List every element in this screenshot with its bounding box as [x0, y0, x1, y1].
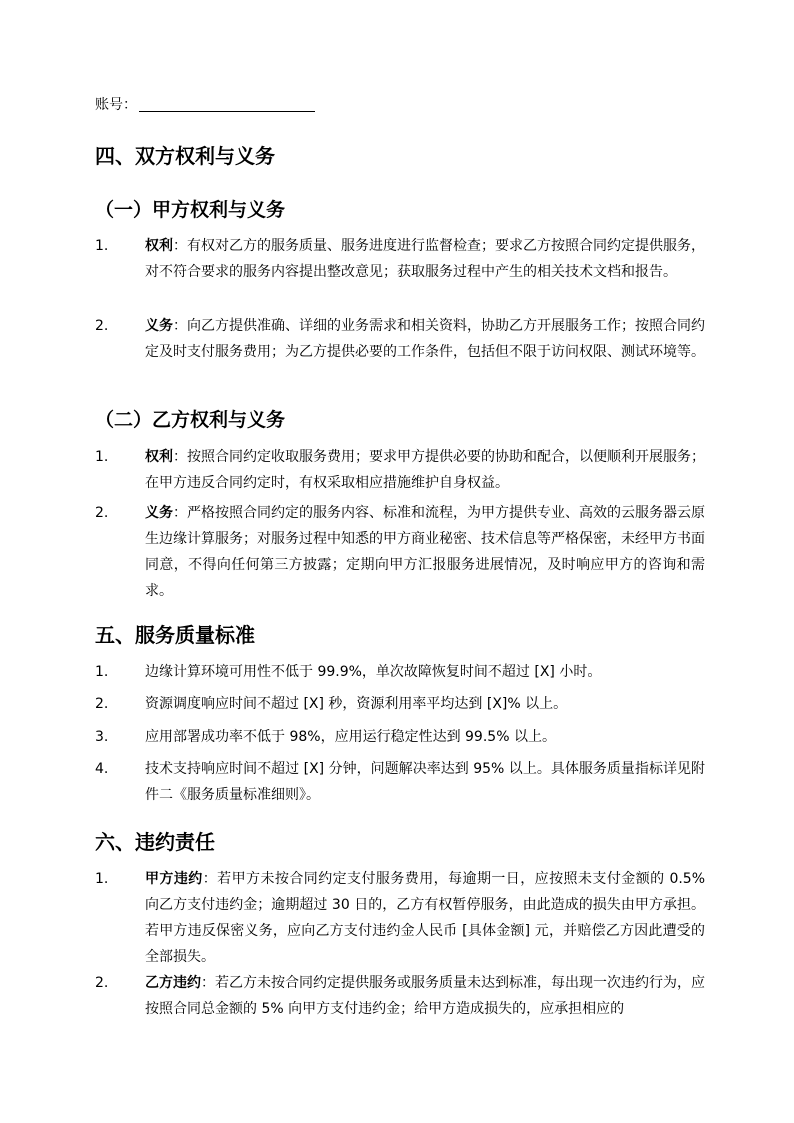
term-label: 权利	[145, 449, 173, 465]
term-description: ：若乙方未按合同约定提供服务或服务质量未达到标准，每出现一次违约行为，应按照合同总金额的 5% 向甲方支付违约金；给甲方造成损失的，应承担相应的	[145, 975, 705, 1017]
list-number: 2.	[95, 975, 109, 991]
list-item	[95, 756, 705, 808]
section-5-heading: 五、服务质量标准	[95, 623, 255, 647]
list-number: 1.	[95, 449, 109, 465]
list-item	[95, 659, 705, 685]
list-item-text	[145, 233, 705, 285]
term-label: 义务	[145, 505, 173, 521]
list-number: 1.	[95, 664, 109, 680]
list-item-text	[145, 500, 705, 604]
list-item	[95, 970, 705, 1022]
account-label: 账号：	[95, 97, 137, 113]
list-item-text: 边缘计算环境可用性不低于 99.9%，单次故障恢复时间不超过 [X] 小时。	[145, 664, 602, 680]
term-label: 甲方违约	[145, 871, 203, 887]
list-number: 3.	[95, 729, 109, 745]
list-item	[95, 313, 705, 365]
section-6-heading: 六、违约责任	[95, 830, 215, 854]
list-number: 1.	[95, 238, 109, 254]
term-description: ：若甲方未按合同约定支付服务费用，每逾期一日，应按照未支付金额的 0.5% 向乙方支付违约金；逾期超过 30 日的，乙方有权暂停服务，由此造成的损失由甲方承担。若甲方违反保密义务，应向乙方支付违约金人民币 [具体金额] 元，并赔偿乙方因此遭受的全部损失。	[145, 871, 706, 965]
list-item-text	[145, 866, 705, 970]
list-number: 2.	[95, 505, 109, 521]
list-item-text	[145, 444, 705, 496]
list-number: 2.	[95, 318, 109, 334]
list-item	[95, 500, 705, 604]
list-number: 4.	[95, 761, 109, 777]
list-item-text	[145, 313, 705, 365]
term-label: 乙方违约	[145, 975, 201, 991]
term-description: ：严格按照合同约定的服务内容、标准和流程，为甲方提供专业、高效的云服务器云原生边缘计算服务；对服务过程中知悉的甲方商业秘密、技术信息等严格保密，未经甲方书面同意，不得向任何第三方披露；定期向甲方汇报服务进展情况，及时响应甲方的咨询和需求。	[145, 505, 705, 599]
list-item	[95, 691, 705, 717]
section-4-heading: 四、双方权利与义务	[95, 144, 275, 168]
list-item-text: 技术支持响应时间不超过 [X] 分钟，问题解决率达到 95% 以上。具体服务质量指标详见附件二《服务质量标准细则》。	[145, 761, 705, 803]
list-item-text	[145, 970, 705, 1022]
list-item	[95, 866, 705, 970]
list-item	[95, 444, 705, 496]
term-description: ：向乙方提供准确、详细的业务需求和相关资料，协助乙方开展服务工作；按照合同约定及时支付服务费用；为乙方提供必要的工作条件，包括但不限于访问权限、测试环境等。	[145, 318, 705, 360]
section-4-2-heading: （二）乙方权利与义务	[95, 409, 286, 431]
list-item-text: 资源调度响应时间不超过 [X] 秒，资源利用率平均达到 [X]% 以上。	[145, 696, 568, 712]
list-number: 1.	[95, 871, 109, 887]
list-item	[95, 724, 705, 750]
account-field	[95, 94, 315, 116]
term-description: ：按照合同约定收取服务费用；要求甲方提供必要的协助和配合，以便顺利开展服务；在甲方违反合同约定时，有权采取相应措施维护自身权益。	[145, 449, 705, 491]
list-number: 2.	[95, 696, 109, 712]
term-label: 义务	[145, 318, 173, 334]
account-blank-line	[139, 95, 315, 112]
list-item-text: 应用部署成功率不低于 98%，应用运行稳定性达到 99.5% 以上。	[145, 729, 556, 745]
list-item	[95, 233, 705, 285]
section-4-1-heading: （一）甲方权利与义务	[95, 199, 286, 221]
term-label: 权利	[145, 238, 173, 254]
term-description: ：有权对乙方的服务质量、服务进度进行监督检查；要求乙方按照合同约定提供服务，对不符合要求的服务内容提出整改意见；获取服务过程中产生的相关技术文档和报告。	[145, 238, 705, 280]
